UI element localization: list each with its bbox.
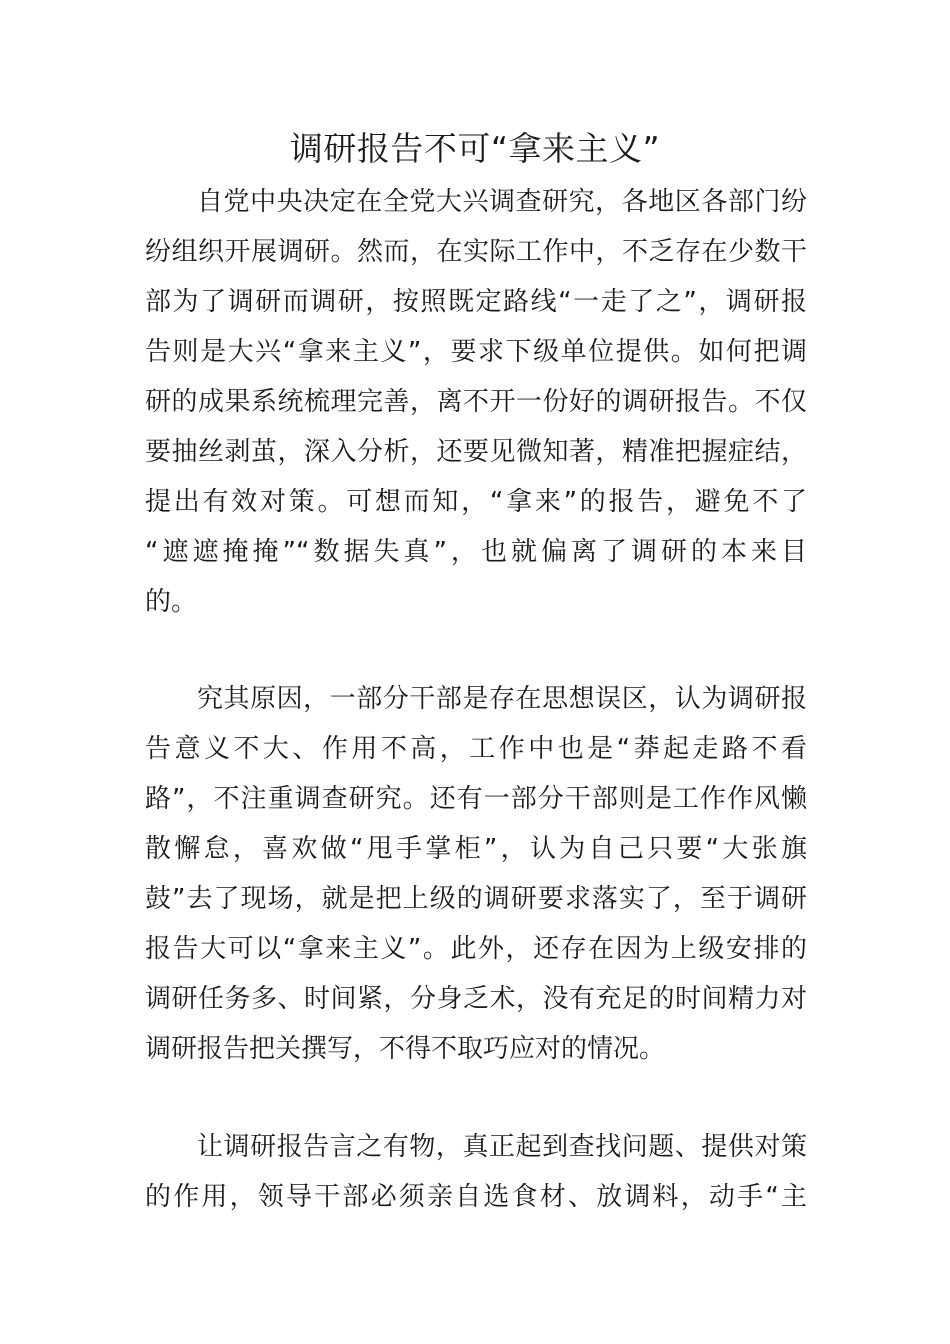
paragraph-line: 究其原因，一部分干部是存在思想误区，认为调研报 [197, 684, 807, 714]
paragraph-2 [145, 674, 807, 1074]
paragraph-line: 纷组织开展调研。然而，在实际工作中，不乏存在少数干 [145, 237, 807, 267]
paragraph-line: 部为了调研而调研，按照既定路线“一走了之”，调研报 [145, 287, 807, 317]
paragraph-1 [145, 177, 807, 627]
paragraph-line: 报告大可以“拿来主义”。此外，还存在因为上级安排的 [145, 934, 807, 964]
paragraph-line: 散懈怠，喜欢做“甩手掌柜”，认为自己只要“大张旗 [145, 834, 807, 864]
paragraph-line: 告则是大兴“拿来主义”，要求下级单位提供。如何把调 [145, 337, 807, 367]
paragraph-3 [145, 1122, 807, 1222]
paragraph-line: 让调研报告言之有物，真正起到查找问题、提供对策 [197, 1132, 807, 1162]
paragraph-line: 要抽丝剥茧，深入分析，还要见微知著，精准把握症结， [145, 437, 807, 467]
paragraph-line: 的。 [145, 587, 198, 617]
paragraph-line: 调研报告把关撰写，不得不取巧应对的情况。 [145, 1034, 666, 1064]
paragraph-line: “遮遮掩掩”“数据失真”，也就偏离了调研的本来目 [145, 537, 807, 567]
paragraph-line: 告意义不大、作用不高，工作中也是“莽起走路不看 [145, 734, 807, 764]
paragraph-line: 路”，不注重调查研究。还有一部分干部则是工作作风懒 [145, 784, 807, 814]
paragraph-line: 研的成果系统梳理完善，离不开一份好的调研报告。不仅 [145, 387, 807, 417]
paragraph-line: 自党中央决定在全党大兴调查研究，各地区各部门纷 [197, 187, 807, 217]
document-title: 调研报告不可“拿来主义” [289, 129, 661, 168]
paragraph-line: 鼓”去了现场，就是把上级的调研要求落实了，至于调研 [145, 884, 807, 914]
paragraph-line: 的作用，领导干部必须亲自选食材、放调料，动手“主 [145, 1182, 807, 1212]
paragraph-line: 调研任务多、时间紧，分身乏术，没有充足的时间精力对 [145, 984, 807, 1014]
paragraph-line: 提出有效对策。可想而知，“拿来”的报告，避免不了 [145, 487, 807, 517]
